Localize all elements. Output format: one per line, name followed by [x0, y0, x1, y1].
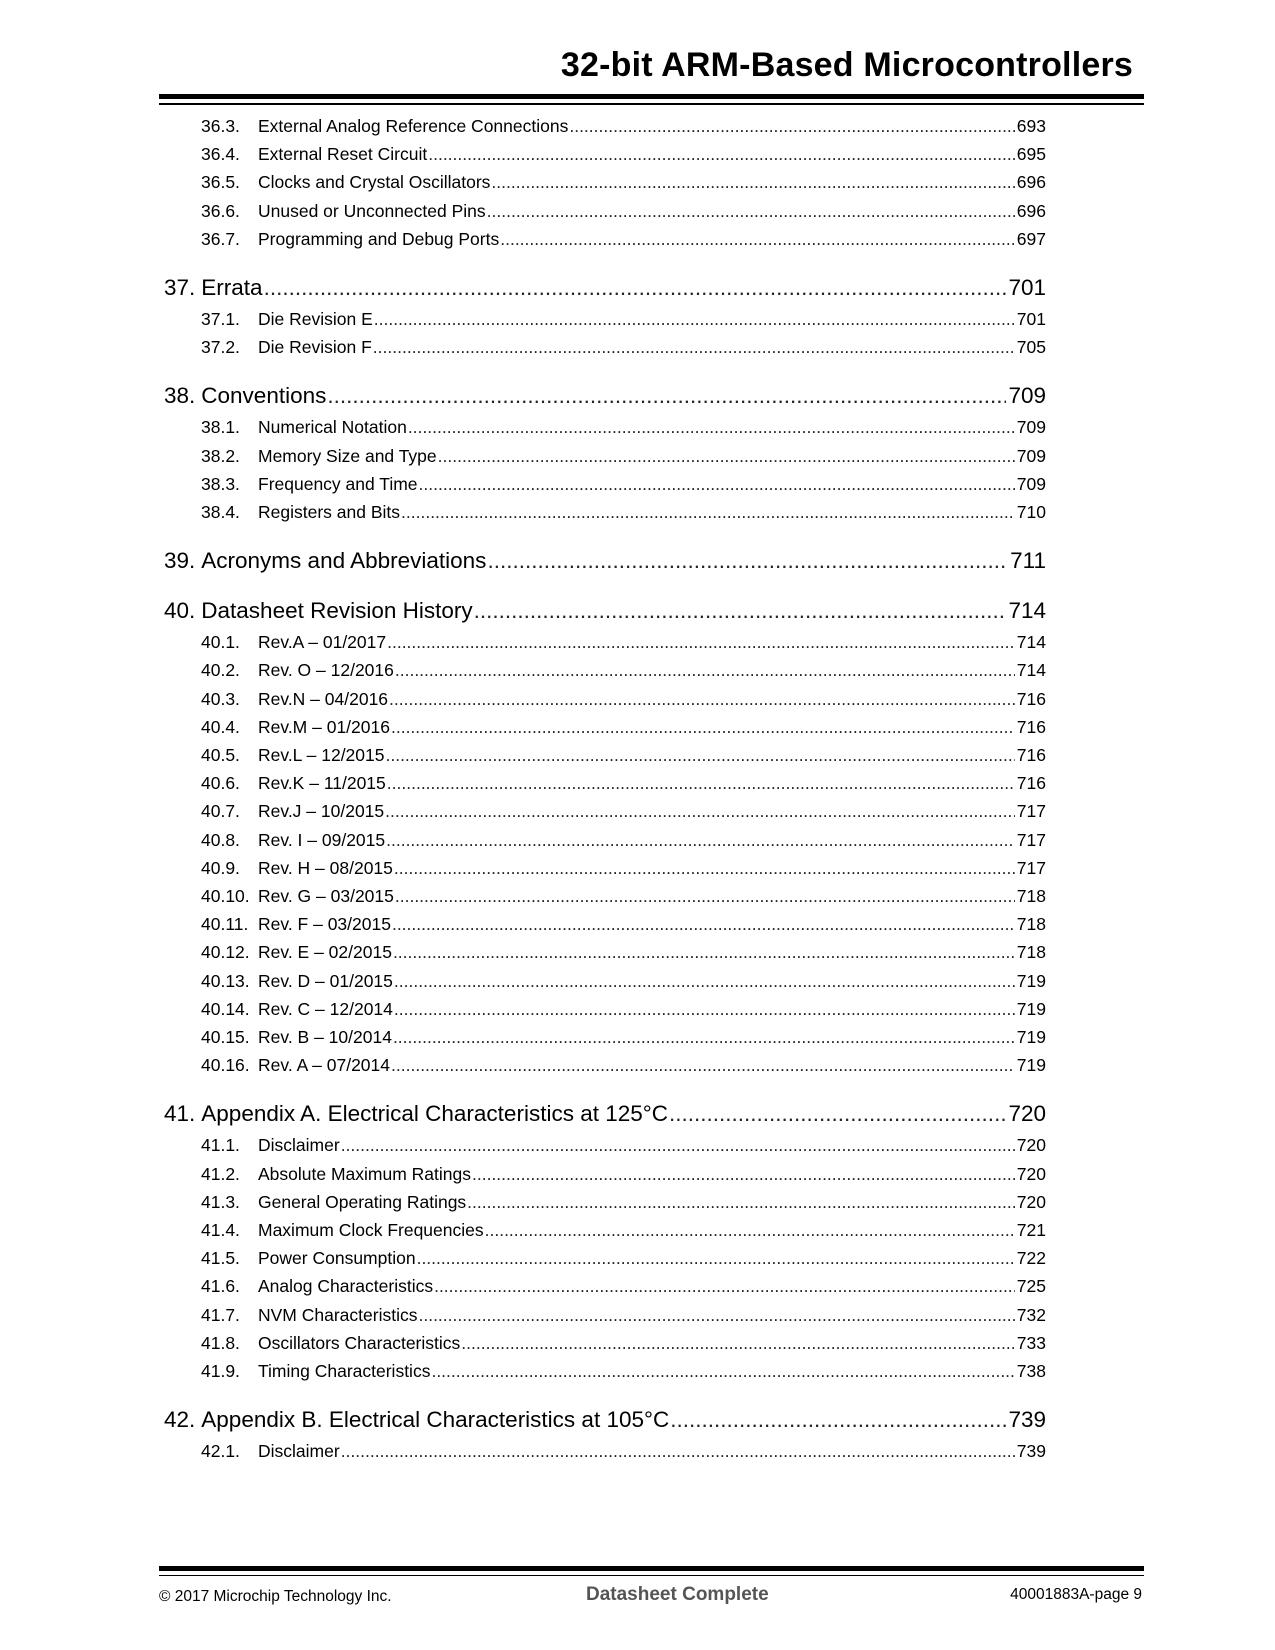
- toc-entry-title: Numerical Notation: [258, 417, 407, 437]
- toc-entry-number: 37.1.: [201, 309, 240, 329]
- toc-entry-title: Analog Characteristics: [258, 1276, 434, 1296]
- toc-entry-page: 701: [1008, 275, 1046, 300]
- toc-section-entry[interactable]: [201, 1164, 1046, 1186]
- footer-rule-thin: [159, 1575, 1144, 1576]
- toc-leader-dots: [431, 1361, 1014, 1382]
- toc-section-entry[interactable]: [201, 886, 1046, 908]
- toc-entry-page: 705: [1016, 337, 1046, 357]
- toc-section-entry[interactable]: [201, 745, 1046, 767]
- toc-section-entry[interactable]: [201, 417, 1046, 439]
- toc-entry-title: Datasheet Revision History: [201, 598, 473, 623]
- toc-section-entry[interactable]: [201, 337, 1046, 359]
- toc-entry-page: 709: [1016, 474, 1046, 494]
- toc-chapter-entry[interactable]: [164, 1101, 1046, 1129]
- toc-entry-page: 696: [1016, 172, 1046, 192]
- footer-rule-thick: [159, 1566, 1144, 1571]
- toc-entry-title: Rev.M – 01/2016: [258, 717, 390, 737]
- toc-section-entry[interactable]: [201, 1248, 1046, 1270]
- toc-entry-page: 720: [1016, 1164, 1046, 1184]
- toc-entry-title: Appendix A. Electrical Characteristics at 125°C: [201, 1101, 668, 1126]
- toc-entry-number: 38.: [164, 383, 196, 408]
- toc-entry-title: Rev.L – 12/2015: [258, 745, 385, 765]
- toc-entry-number: 41.1.: [201, 1135, 240, 1155]
- toc-entry-page: 720: [1016, 1135, 1046, 1155]
- toc-leader-dots: [500, 229, 1015, 250]
- toc-entry-page: 695: [1016, 144, 1046, 164]
- toc-entry-title: Rev. O – 12/2016: [258, 660, 394, 680]
- toc-entry-number: 40.16.: [201, 1055, 250, 1075]
- toc-section-entry[interactable]: [201, 1135, 1046, 1157]
- toc-chapter-entry[interactable]: [164, 598, 1046, 626]
- toc-entry-number: 40.15.: [201, 1027, 250, 1047]
- toc-leader-dots: [419, 474, 1015, 495]
- toc-leader-dots: [327, 383, 1006, 409]
- toc-entry-page: 717: [1016, 801, 1046, 821]
- toc-section-entry[interactable]: [201, 999, 1046, 1021]
- toc-chapter-entry[interactable]: [164, 383, 1046, 411]
- toc-section-entry[interactable]: [201, 830, 1046, 852]
- toc-entry-page: 725: [1016, 1276, 1046, 1296]
- toc-entry-page: 717: [1016, 858, 1046, 878]
- toc-leader-dots: [391, 1055, 1015, 1076]
- toc-entry-title: General Operating Ratings: [258, 1192, 467, 1212]
- toc-chapter-entry[interactable]: [164, 275, 1046, 303]
- toc-entry-title: Frequency and Time: [258, 474, 418, 494]
- toc-entry-page: 701: [1016, 309, 1046, 329]
- toc-section-entry[interactable]: [201, 1333, 1046, 1355]
- toc-entry-title: Unused or Unconnected Pins: [258, 201, 486, 221]
- toc-entry-number: 41.5.: [201, 1248, 240, 1268]
- toc-entry-number: 40.: [164, 598, 196, 623]
- toc-section-entry[interactable]: [201, 1055, 1046, 1077]
- toc-entry-title: Memory Size and Type: [258, 446, 437, 466]
- toc-section-entry[interactable]: [201, 801, 1046, 823]
- toc-section-entry[interactable]: [201, 632, 1046, 654]
- toc-chapter-entry[interactable]: [164, 1407, 1046, 1435]
- toc-section-entry[interactable]: [201, 1441, 1046, 1463]
- toc-entry-number: 40.4.: [201, 717, 240, 737]
- toc-entry-title: Rev. H – 08/2015: [258, 858, 393, 878]
- toc-entry-page: 709: [1008, 383, 1046, 408]
- toc-section-entry[interactable]: [201, 660, 1046, 682]
- toc-entry-number: 38.4.: [201, 502, 240, 522]
- toc-entry-number: 38.3.: [201, 474, 240, 494]
- toc-entry-title: Disclaimer: [258, 1441, 340, 1461]
- toc-entry-title: Clocks and Crystal Oscillators: [258, 172, 491, 192]
- toc-entry-page: 718: [1016, 914, 1046, 934]
- toc-section-entry[interactable]: [201, 1192, 1046, 1214]
- toc-leader-dots: [393, 942, 1015, 963]
- toc-entry-number: 41.4.: [201, 1220, 240, 1240]
- toc-entry-page: 714: [1016, 632, 1046, 652]
- toc-entry-page: 739: [1008, 1407, 1046, 1432]
- toc-entry-number: 40.13.: [201, 971, 250, 991]
- toc-entry-page: 719: [1016, 971, 1046, 991]
- toc-entry-page: 732: [1016, 1305, 1046, 1325]
- toc-entry-page: 716: [1016, 717, 1046, 737]
- toc-leader-dots: [391, 717, 1015, 738]
- toc-section-entry[interactable]: [201, 858, 1046, 880]
- toc-entry-title: Rev.J – 10/2015: [258, 801, 385, 821]
- toc-entry-number: 38.1.: [201, 417, 240, 437]
- toc-entry-page: 719: [1016, 1027, 1046, 1047]
- toc-entry-title: Timing Characteristics: [258, 1361, 431, 1381]
- toc-entry-title: Die Revision F: [258, 337, 372, 357]
- toc-entry-page: 714: [1016, 660, 1046, 680]
- toc-entry-page: 738: [1016, 1361, 1046, 1381]
- toc-entry-title: Rev. F – 03/2015: [258, 914, 391, 934]
- toc-entry-page: 718: [1016, 942, 1046, 962]
- toc-entry-page: 693: [1016, 116, 1046, 136]
- toc-entry-title: Disclaimer: [258, 1135, 340, 1155]
- toc-entry-title: Registers and Bits: [258, 502, 401, 522]
- toc-entry-number: 40.5.: [201, 745, 240, 765]
- toc-entry-page: 714: [1008, 598, 1046, 623]
- toc-entry-number: 42.: [164, 1407, 196, 1432]
- toc-entry-page: 696: [1016, 201, 1046, 221]
- toc-entry-number: 40.14.: [201, 999, 250, 1019]
- toc-entry-number: 37.2.: [201, 337, 240, 357]
- toc-entry-title: Rev. A – 07/2014: [258, 1055, 391, 1075]
- toc-section-entry[interactable]: [201, 1305, 1046, 1327]
- toc-leader-dots: [438, 446, 1015, 467]
- toc-section-entry[interactable]: [201, 689, 1046, 711]
- toc-leader-dots: [417, 1248, 1015, 1269]
- toc-entry-title: Maximum Clock Frequencies: [258, 1220, 484, 1240]
- toc-entry-number: 40.6.: [201, 773, 240, 793]
- toc-entry-page: 697: [1016, 229, 1046, 249]
- toc-section-entry[interactable]: [201, 502, 1046, 524]
- toc-entry-title: Errata: [201, 275, 263, 300]
- toc-leader-dots: [389, 689, 1015, 710]
- toc-entry-number: 40.3.: [201, 689, 240, 709]
- toc-leader-dots: [569, 116, 1014, 137]
- toc-entry-title: Acronyms and Abbreviations: [201, 548, 487, 573]
- toc-section-entry[interactable]: [201, 446, 1046, 468]
- toc-leader-dots: [341, 1441, 1015, 1462]
- toc-section-entry[interactable]: [201, 144, 1046, 166]
- toc-entry-number: 40.10.: [201, 886, 250, 906]
- toc-leader-dots: [474, 598, 1007, 624]
- toc-entry-number: 41.3.: [201, 1192, 240, 1212]
- toc-entry-page: 733: [1016, 1333, 1046, 1353]
- toc-entry-page: 716: [1016, 773, 1046, 793]
- toc-leader-dots: [472, 1164, 1015, 1185]
- toc-entry-title: Programming and Debug Ports: [258, 229, 500, 249]
- toc-entry-number: 36.6.: [201, 201, 240, 221]
- toc-entry-page: 739: [1016, 1441, 1046, 1461]
- toc-entry-page: 720: [1008, 1101, 1046, 1126]
- toc-leader-dots: [461, 1333, 1015, 1354]
- toc-entry-title: Oscillators Characteristics: [258, 1333, 461, 1353]
- toc-entry-title: Conventions: [201, 383, 327, 408]
- toc-section-entry[interactable]: [201, 1276, 1046, 1298]
- toc-entry-title: Absolute Maximum Ratings: [258, 1164, 471, 1184]
- toc-leader-dots: [669, 1101, 1006, 1127]
- toc-leader-dots: [387, 773, 1015, 794]
- toc-entry-number: 40.9.: [201, 858, 240, 878]
- toc-entry-page: 720: [1016, 1192, 1046, 1212]
- toc-entry-title: Rev. I – 09/2015: [258, 830, 386, 850]
- toc-leader-dots: [428, 144, 1015, 165]
- toc-leader-dots: [434, 1276, 1015, 1297]
- toc-entry-title: Rev. D – 01/2015: [258, 971, 393, 991]
- toc-leader-dots: [385, 801, 1015, 822]
- toc-leader-dots: [373, 337, 1015, 358]
- toc-chapter-entry[interactable]: [164, 548, 1046, 576]
- toc-section-entry[interactable]: [201, 914, 1046, 936]
- toc-leader-dots: [487, 548, 1008, 574]
- toc-leader-dots: [487, 201, 1015, 222]
- toc-leader-dots: [264, 275, 1007, 301]
- toc-entry-page: 716: [1016, 689, 1046, 709]
- toc-entry-number: 40.7.: [201, 801, 240, 821]
- toc-entry-number: 36.7.: [201, 229, 240, 249]
- toc-leader-dots: [386, 830, 1015, 851]
- toc-entry-title: Rev. G – 03/2015: [258, 886, 394, 906]
- toc-section-entry[interactable]: [201, 229, 1046, 251]
- toc-leader-dots: [385, 745, 1014, 766]
- toc-leader-dots: [485, 1220, 1015, 1241]
- toc-leader-dots: [418, 1305, 1014, 1326]
- toc-entry-title: Rev.A – 01/2017: [258, 632, 387, 652]
- toc-entry-number: 41.7.: [201, 1305, 240, 1325]
- toc-entry-page: 721: [1016, 1220, 1046, 1240]
- toc-entry-page: 719: [1016, 999, 1046, 1019]
- toc-entry-title: External Analog Reference Connections: [258, 116, 569, 136]
- toc-section-entry[interactable]: [201, 474, 1046, 496]
- toc-leader-dots: [395, 660, 1015, 681]
- toc-leader-dots: [387, 632, 1015, 653]
- toc-entry-title: Rev. C – 12/2014: [258, 999, 393, 1019]
- toc-leader-dots: [393, 1027, 1015, 1048]
- toc-entry-title: NVM Characteristics: [258, 1305, 418, 1325]
- toc-leader-dots: [401, 502, 1015, 523]
- toc-section-entry[interactable]: [201, 201, 1046, 223]
- toc-entry-number: 36.5.: [201, 172, 240, 192]
- toc-entry-number: 40.1.: [201, 632, 240, 652]
- toc-entry-number: 41.8.: [201, 1333, 240, 1353]
- toc-entry-title: Rev.K – 11/2015: [258, 773, 386, 793]
- footer-page-reference: 40001883A-page 9: [1010, 1586, 1142, 1603]
- toc-entry-number: 37.: [164, 275, 196, 300]
- toc-entry-title: Rev. B – 10/2014: [258, 1027, 392, 1047]
- toc-entry-title: External Reset Circuit: [258, 144, 428, 164]
- toc-leader-dots: [394, 971, 1015, 992]
- toc-entry-page: 718: [1016, 886, 1046, 906]
- toc-section-entry[interactable]: [201, 1361, 1046, 1383]
- toc-entry-number: 40.11.: [201, 914, 249, 934]
- toc-entry-number: 41.: [164, 1101, 196, 1126]
- toc-leader-dots: [670, 1407, 1006, 1433]
- toc-entry-number: 41.6.: [201, 1276, 240, 1296]
- toc-entry-page: 717: [1016, 830, 1046, 850]
- toc-entry-number: 41.9.: [201, 1361, 240, 1381]
- toc-entry-title: Appendix B. Electrical Characteristics at 105°C: [201, 1407, 670, 1432]
- toc-leader-dots: [341, 1135, 1015, 1156]
- toc-entry-number: 40.2.: [201, 660, 240, 680]
- toc-entry-page: 711: [1010, 548, 1046, 573]
- toc-leader-dots: [392, 914, 1015, 935]
- toc-entry-title: Die Revision E: [258, 309, 373, 329]
- toc-entry-title: Rev. E – 02/2015: [258, 942, 392, 962]
- toc-section-entry[interactable]: [201, 773, 1046, 795]
- toc-leader-dots: [408, 417, 1015, 438]
- toc-entry-number: 39.: [164, 548, 196, 573]
- toc-leader-dots: [467, 1192, 1015, 1213]
- toc-entry-number: 38.2.: [201, 446, 240, 466]
- toc-entry-page: 722: [1016, 1248, 1046, 1268]
- toc-entry-number: 40.8.: [201, 830, 240, 850]
- toc-section-entry[interactable]: [201, 717, 1046, 739]
- toc-entry-page: 709: [1016, 446, 1046, 466]
- toc-entry-number: 36.3.: [201, 116, 240, 136]
- toc-entry-title: Power Consumption: [258, 1248, 416, 1268]
- toc-section-entry[interactable]: [201, 971, 1046, 993]
- footer-copyright: © 2017 Microchip Technology Inc.: [159, 1588, 392, 1605]
- toc-section-entry[interactable]: [201, 172, 1046, 194]
- toc-leader-dots: [491, 172, 1014, 193]
- toc-leader-dots: [374, 309, 1015, 330]
- toc-entry-number: 41.2.: [201, 1164, 240, 1184]
- page-title: 32-bit ARM-Based Microcontrollers: [560, 46, 1133, 84]
- toc-section-entry[interactable]: [201, 116, 1046, 138]
- toc-entry-page: 716: [1016, 745, 1046, 765]
- toc-entry-page: 709: [1016, 417, 1046, 437]
- toc-entry-page: 719: [1016, 1055, 1046, 1075]
- toc-section-entry[interactable]: [201, 942, 1046, 964]
- toc-leader-dots: [395, 886, 1015, 907]
- toc-leader-dots: [394, 858, 1015, 879]
- toc-entry-title: Rev.N – 04/2016: [258, 689, 389, 709]
- toc-entry-number: 36.4.: [201, 144, 240, 164]
- toc-section-entry[interactable]: [201, 1027, 1046, 1049]
- toc-leader-dots: [394, 999, 1015, 1020]
- toc-section-entry[interactable]: [201, 1220, 1046, 1242]
- toc-entry-number: 40.12.: [201, 942, 250, 962]
- toc-entry-page: 710: [1016, 502, 1046, 522]
- toc-entry-number: 42.1.: [201, 1441, 240, 1461]
- toc-section-entry[interactable]: [201, 309, 1046, 331]
- footer-document-status: Datasheet Complete: [586, 1584, 769, 1605]
